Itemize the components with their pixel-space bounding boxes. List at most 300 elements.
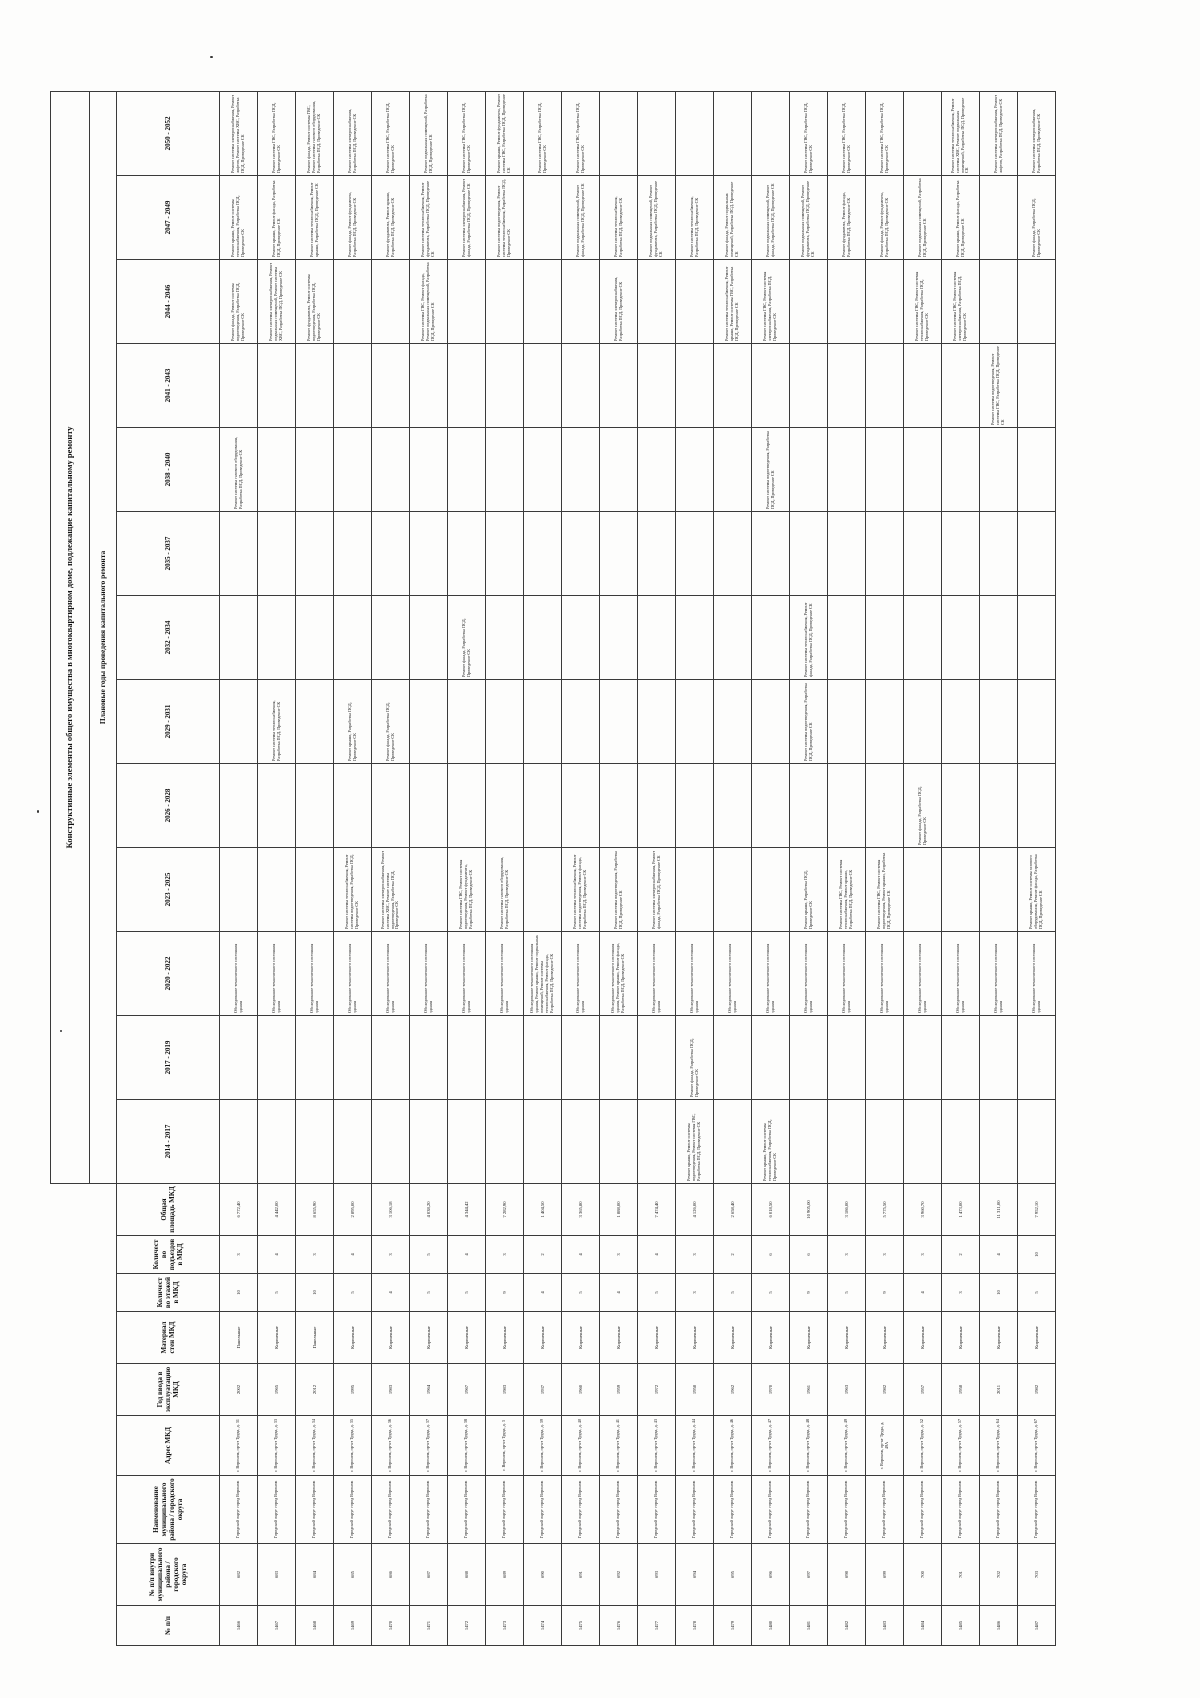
repair-cell — [904, 512, 942, 596]
repair-cell: Ремонт подвальных помещений, Ремонт фундамента, Разработка ПСД, Проведение СК — [638, 176, 676, 260]
address: г. Воронеж, пр-кт Труда, д. 39 — [524, 1416, 562, 1476]
repair-cell — [448, 680, 486, 764]
commission-year: 2002 — [220, 1364, 258, 1416]
repair-cell — [1018, 764, 1056, 848]
repair-cell — [334, 512, 372, 596]
district-name: Городской округ город Воронеж — [790, 1476, 828, 1544]
repair-cell — [638, 91, 676, 175]
floors-count: 5 — [334, 1274, 372, 1312]
repair-cell — [980, 680, 1018, 764]
repair-cell — [296, 344, 334, 428]
entrances-count: 3 — [676, 1236, 714, 1274]
repair-cell — [562, 512, 600, 596]
repair-cell: Ремонт системы водоотведения, Ремонт системы теплоснабжения, Разработка ПСД, Проведение СК — [486, 176, 524, 260]
row-local-number: 687 — [410, 1544, 448, 1606]
wall-material: Кирпичные — [942, 1312, 980, 1364]
repair-cell — [828, 596, 866, 680]
entrances-count: 3 — [296, 1236, 334, 1274]
column-header: № п/п внутри муниципального района / городского округа — [117, 1544, 220, 1606]
repair-cell: Ремонт системы электроснабжения, Разработка ПСД, Проведение СК — [600, 260, 638, 344]
total-area: 7 474,40 — [638, 1184, 676, 1236]
total-area: 3 365,80 — [562, 1184, 600, 1236]
entrances-count: 3 — [828, 1236, 866, 1274]
total-area: 2 895,00 — [334, 1184, 372, 1236]
repair-cell — [714, 1016, 752, 1100]
repair-cell — [334, 428, 372, 512]
address: г. Воронеж, пр-кт Труда, д. 47 — [752, 1416, 790, 1476]
address: г. Воронеж, пр-кт Труда, д. 37 — [410, 1416, 448, 1476]
repair-cell: Ремонт фасада, Разработка ПСД, Проведение СК — [676, 1016, 714, 1100]
column-header: Материал стен МКД — [117, 1312, 220, 1364]
repair-cell: Ремонт системы ГВС, Разработка ПСД, Проведение СК — [790, 91, 828, 175]
repair-cell — [714, 344, 752, 428]
repair-cell — [942, 1100, 980, 1184]
commission-year: 2011 — [980, 1364, 1018, 1416]
district-name: Городской округ город Воронеж — [334, 1476, 372, 1544]
address: г. Воронеж, пр-кт Труда, д. 40 — [562, 1416, 600, 1476]
floors-count: 4 — [904, 1274, 942, 1312]
repair-cell: Ремонт системы ГВС, Ремонт системы теплоснабжения, Разработка ПСД, Проведение СК — [904, 260, 942, 344]
repair-cell — [904, 1016, 942, 1100]
address: г. Воронеж, пр-кт Труда, д. 35 — [334, 1416, 372, 1476]
repair-cell — [904, 344, 942, 428]
row-number: 1472 — [448, 1606, 486, 1646]
commission-year: 1960 — [562, 1364, 600, 1416]
repair-cell: Ремонт крыши, Ремонт фасада, Разработка ПСД, Проведение СК — [942, 176, 980, 260]
repair-cell: Обследование технического состояния здания — [220, 932, 258, 1016]
period-header: 2041 - 2043 — [117, 344, 220, 428]
header-spacer — [51, 1184, 90, 1646]
repair-cell — [524, 344, 562, 428]
total-area: 1 473,00 — [942, 1184, 980, 1236]
column-header: Количество этажей в МКД — [117, 1274, 220, 1312]
repair-cell — [258, 1016, 296, 1100]
repair-cell — [714, 848, 752, 932]
repair-cell: Обследование технического состояния здания — [372, 932, 410, 1016]
district-name: Городской округ город Воронеж — [980, 1476, 1018, 1544]
commission-year: 1970 — [752, 1364, 790, 1416]
district-name: Городской округ город Воронеж — [296, 1476, 334, 1544]
repair-cell — [980, 596, 1018, 680]
repair-cell — [220, 344, 258, 428]
repair-cell — [790, 1016, 828, 1100]
repair-cell — [220, 1016, 258, 1100]
repair-cell: Ремонт системы теплоснабжения, Ремонт системы водоотведения, Ремонт фасада, Разработка ПСД, Проведение СК — [562, 848, 600, 932]
repair-cell — [524, 260, 562, 344]
repair-cell — [220, 512, 258, 596]
repair-cell — [334, 596, 372, 680]
repair-cell: Обследование технического состояния здания — [866, 932, 904, 1016]
repair-cell — [448, 428, 486, 512]
district-name: Городской округ город Воронеж — [410, 1476, 448, 1544]
wall-material: Кирпичные — [372, 1312, 410, 1364]
repair-cell — [562, 344, 600, 428]
wall-material: Кирпичные — [562, 1312, 600, 1364]
repair-cell — [258, 1100, 296, 1184]
row-number: 1487 — [1018, 1606, 1056, 1646]
floors-count: 5 — [638, 1274, 676, 1312]
repair-cell — [372, 1016, 410, 1100]
row-local-number: 691 — [562, 1544, 600, 1606]
repair-cell — [1018, 1100, 1056, 1184]
wall-material: Панельные — [220, 1312, 258, 1364]
repair-cell — [600, 764, 638, 848]
repair-cell — [562, 428, 600, 512]
address: г. Воронеж, пр-кт Труда, д. 49 — [828, 1416, 866, 1476]
wall-material: Кирпичные — [980, 1312, 1018, 1364]
row-number: 1483 — [866, 1606, 904, 1646]
repair-cell — [638, 344, 676, 428]
total-area: 2 658,40 — [714, 1184, 752, 1236]
scan-speck — [210, 56, 213, 58]
repair-cell — [258, 596, 296, 680]
entrances-count: 4 — [334, 1236, 372, 1274]
floors-count: 5 — [448, 1274, 486, 1312]
repair-cell: Ремонт системы ГВС, Ремонт системы электроснабжения, Разработка ПСД, Проведение СК — [942, 260, 980, 344]
total-area: 4 442,00 — [258, 1184, 296, 1236]
repair-cell — [220, 680, 258, 764]
repair-cell: Ремонт системы газового оборудования, Разработка ПСД, Проведение СК — [486, 848, 524, 932]
repair-cell — [410, 596, 448, 680]
repair-cell — [790, 428, 828, 512]
repair-cell: Обследование технического состояния здания — [1018, 932, 1056, 1016]
repair-cell — [980, 176, 1018, 260]
entrances-count: 4 — [448, 1236, 486, 1274]
commission-year: 1958 — [676, 1364, 714, 1416]
period-header: 2017 - 2019 — [117, 1016, 220, 1100]
repair-cell — [1018, 428, 1056, 512]
repair-cell — [410, 428, 448, 512]
floors-count: 10 — [220, 1274, 258, 1312]
repair-cell — [1018, 512, 1056, 596]
repair-cell: Ремонт системы теплоснабжения, Ремонт крыши, Ремонт системы ГВС, Разработка ПСД, Проведение СК — [714, 260, 752, 344]
repair-cell — [638, 596, 676, 680]
wall-material: Кирпичные — [828, 1312, 866, 1364]
repair-cell: Ремонт фундамента, Ремонт крыши, Разработка ПСД, Проведение СК — [372, 176, 410, 260]
total-area: 7 282,90 — [486, 1184, 524, 1236]
repair-cell: Ремонт фасада, Ремонт подвальных помещений, Разработка ПСД, Проведение СК — [714, 176, 752, 260]
repair-cell — [828, 764, 866, 848]
repair-cell: Ремонт фасада, Разработка ПСД, Проведение СК — [448, 596, 486, 680]
period-header: 2032 - 2034 — [117, 596, 220, 680]
row-number: 1478 — [676, 1606, 714, 1646]
repair-cell — [752, 680, 790, 764]
repair-cell: Обследование технического состояния здания — [486, 932, 524, 1016]
address: г. Воронеж, пр-кт Труда, д. 3 — [486, 1416, 524, 1476]
repair-cell: Ремонт системы ГВС, Ремонт фасада, Ремонт подвальных помещений, Разработка ПСД, Проведение СК — [410, 260, 448, 344]
repair-cell: Обследование технического состояния здания — [942, 932, 980, 1016]
repair-cell — [714, 596, 752, 680]
repair-cell — [942, 764, 980, 848]
repair-cell: Ремонт системы теплоснабжения, Разработка ПСД, Проведение СК — [258, 680, 296, 764]
entrances-count: 2 — [714, 1236, 752, 1274]
repair-cell: Ремонт крыши, Ремонт системы водоотведения, Ремонт системы ГВС, Разработка ПСД, Проведение СК — [676, 1100, 714, 1184]
repair-cell — [372, 260, 410, 344]
repair-cell: Ремонт системы ГВС, Ремонт системы водоотведения, Ремонт фундамента, Разработка ПСД, Проведение СК — [448, 848, 486, 932]
total-area: 5 775,50 — [866, 1184, 904, 1236]
commission-year: 1962 — [714, 1364, 752, 1416]
floors-count: 5 — [410, 1274, 448, 1312]
repair-cell — [448, 512, 486, 596]
repair-cell — [866, 1100, 904, 1184]
repair-cell — [942, 680, 980, 764]
table-row — [828, 91, 866, 1645]
repair-cell — [410, 764, 448, 848]
row-number: 1486 — [980, 1606, 1018, 1646]
district-name: Городской округ город Воронеж — [372, 1476, 410, 1544]
entrances-count: 3 — [486, 1236, 524, 1274]
wall-material: Кирпичные — [676, 1312, 714, 1364]
column-header: Адрес МКД — [117, 1416, 220, 1476]
repair-cell: Ремонт системы электроснабжения, Ремонт фасада, Разработка ПСД, Проведение СК — [448, 176, 486, 260]
table-title: Конструктивные элементы общего имущества в многоквартирном доме, подлежащие капитальному ремонту — [51, 91, 90, 1183]
row-number: 1475 — [562, 1606, 600, 1646]
floors-count: 3 — [676, 1274, 714, 1312]
repair-cell — [790, 344, 828, 428]
address: г. Воронеж, пр-кт Труда, д. 38 — [448, 1416, 486, 1476]
repair-cell — [486, 1016, 524, 1100]
repair-cell — [942, 428, 980, 512]
wall-material: Кирпичные — [638, 1312, 676, 1364]
repair-cell — [296, 596, 334, 680]
period-header: 2035 - 2037 — [117, 512, 220, 596]
floors-count: 9 — [790, 1274, 828, 1312]
row-local-number: 698 — [828, 1544, 866, 1606]
repair-cell: Ремонт системы ГВС, Разработка ПСД, Проведение СК — [828, 91, 866, 175]
repair-cell — [638, 260, 676, 344]
repair-cell — [714, 764, 752, 848]
row-local-number: 686 — [372, 1544, 410, 1606]
address: г. Воронеж, пр-кт Труда, д. 49А — [866, 1416, 904, 1476]
repair-cell — [448, 1016, 486, 1100]
district-name: Городской округ город Воронеж — [866, 1476, 904, 1544]
entrances-count: 3 — [904, 1236, 942, 1274]
table-row — [486, 91, 524, 1645]
column-header-row — [117, 91, 220, 1645]
commission-year: 1937 — [524, 1364, 562, 1416]
period-header: 2023 - 2025 — [117, 848, 220, 932]
repair-cell: Ремонт крыши, Ремонт системы газового оборудования, Ремонт фасада, Разработка ПСД, Проведение СК — [1018, 848, 1056, 932]
repair-cell — [562, 680, 600, 764]
row-local-number: 701 — [942, 1544, 980, 1606]
repair-cell — [600, 596, 638, 680]
table-row — [790, 91, 828, 1645]
repair-cell — [334, 260, 372, 344]
commission-year: 1959 — [600, 1364, 638, 1416]
row-number: 1468 — [296, 1606, 334, 1646]
address: г. Воронеж, пр-кт Труда, д. 52 — [904, 1416, 942, 1476]
repair-cell: Ремонт фасада, Разработка ПСД, Проведение СК — [1018, 176, 1056, 260]
row-local-number: 695 — [714, 1544, 752, 1606]
entrances-count: 5 — [410, 1236, 448, 1274]
repair-cell: Ремонт крыши, Ремонт системы теплоснабжения, Разработка ПСД, Проведение СК — [220, 176, 258, 260]
repair-cell — [980, 512, 1018, 596]
address: г. Воронеж, пр-кт Труда, д. 64 — [980, 1416, 1018, 1476]
commission-year: 1964 — [410, 1364, 448, 1416]
repair-cell — [296, 428, 334, 512]
row-local-number: 692 — [600, 1544, 638, 1606]
repair-cell — [258, 764, 296, 848]
table-row — [258, 91, 296, 1645]
row-number: 1469 — [334, 1606, 372, 1646]
table-row — [410, 91, 448, 1645]
repair-cell — [562, 764, 600, 848]
repair-cell — [638, 680, 676, 764]
repair-cell — [980, 1016, 1018, 1100]
repair-cell — [676, 680, 714, 764]
repair-cell — [1018, 1016, 1056, 1100]
district-name: Городской округ город Воронеж — [1018, 1476, 1056, 1544]
address: г. Воронеж, пр-кт Труда, д. 43 — [638, 1416, 676, 1476]
commission-year: 1957 — [904, 1364, 942, 1416]
floors-count: 10 — [296, 1274, 334, 1312]
wall-material: Кирпичные — [410, 1312, 448, 1364]
repair-cell: Ремонт системы электроснабжения, Ремонт системы ХВС, Ремонт системы водоотведения, Разработка ПСД, Проведение СК — [372, 848, 410, 932]
wall-material: Кирпичные — [904, 1312, 942, 1364]
repair-cell — [334, 764, 372, 848]
repair-cell: Обследование технического состояния здания — [448, 932, 486, 1016]
district-name: Городской округ город Воронеж — [562, 1476, 600, 1544]
repair-cell — [372, 428, 410, 512]
row-number: 1467 — [258, 1606, 296, 1646]
repair-cell: Ремонт фасада, Ремонт фундамента, Разработка ПСД, Проведение СК — [334, 176, 372, 260]
repair-cell — [714, 91, 752, 175]
address: г. Воронеж, пр-кт Труда, д. 33 — [258, 1416, 296, 1476]
total-area: 4 038,20 — [410, 1184, 448, 1236]
row-number: 1485 — [942, 1606, 980, 1646]
repair-cell — [828, 680, 866, 764]
repair-cell: Обследование технического состояния здания, Ремонт крыши, Ремонт фасада, Разработка ПСД, Проведение СК — [600, 932, 638, 1016]
row-number: 1482 — [828, 1606, 866, 1646]
district-name: Городской округ город Воронеж — [638, 1476, 676, 1544]
row-local-number: 682 — [220, 1544, 258, 1606]
repair-cell — [866, 680, 904, 764]
repair-cell — [410, 848, 448, 932]
table-row — [638, 91, 676, 1645]
repair-cell: Обследование технического состояния здания — [828, 932, 866, 1016]
repair-cell — [296, 764, 334, 848]
repair-cell: Ремонт фундамента, Ремонт системы водоотведения, Разработка ПСД, Проведение СК — [296, 260, 334, 344]
repair-cell — [486, 1100, 524, 1184]
repair-cell — [828, 512, 866, 596]
period-header: 2050 - 2052 — [117, 91, 220, 175]
total-area: 4 126,00 — [676, 1184, 714, 1236]
rotated-page — [0, 94, 1043, 1698]
repair-cell: Ремонт фасада, Ремонт фундамента, Разработка ПСД, Проведение СК — [866, 176, 904, 260]
repair-cell — [828, 260, 866, 344]
repair-cell — [524, 176, 562, 260]
repair-cell — [524, 428, 562, 512]
repair-cell — [486, 344, 524, 428]
repair-cell: Ремонт системы газового оборудования, Разработка ПСД, Проведение СК — [220, 428, 258, 512]
table-row — [562, 91, 600, 1645]
entrances-count: 2 — [942, 1236, 980, 1274]
repair-cell — [1018, 596, 1056, 680]
commission-year: 1967 — [448, 1364, 486, 1416]
repair-cell: Ремонт системы теплоснабжения, Разработка ПСД, Проведение СК — [600, 176, 638, 260]
repair-cell: Ремонт фасада, Разработка ПСД, Проведение СК — [904, 764, 942, 848]
address: г. Воронеж, пр-кт Труда, д. 36 — [372, 1416, 410, 1476]
repair-cell: Обследование технического состояния здания — [714, 932, 752, 1016]
wall-material: Кирпичные — [714, 1312, 752, 1364]
commission-year: 1983 — [372, 1364, 410, 1416]
row-local-number: 688 — [448, 1544, 486, 1606]
entrances-count: 3 — [866, 1236, 904, 1274]
repair-cell — [220, 848, 258, 932]
wall-material: Кирпичные — [866, 1312, 904, 1364]
repair-cell: Обследование технического состояния здания — [410, 932, 448, 1016]
wall-material: Кирпичные — [486, 1312, 524, 1364]
repair-cell: Ремонт системы ГВС, Разработка ПСД, Проведение СК — [524, 91, 562, 175]
repair-cell: Ремонт подвальных помещений, Разработка ПСД, Проведение СК — [410, 91, 448, 175]
wall-material: Кирпичные — [1018, 1312, 1056, 1364]
district-name: Городской округ город Воронеж — [904, 1476, 942, 1544]
row-local-number: 699 — [866, 1544, 904, 1606]
wall-material: Кирпичные — [524, 1312, 562, 1364]
repair-cell: Ремонт фасада, Разработка ПСД, Проведение СК — [372, 680, 410, 764]
address: г. Воронеж, пр-кт Труда, д. 44 — [676, 1416, 714, 1476]
table-row — [866, 91, 904, 1645]
floors-count: 10 — [980, 1274, 1018, 1312]
repair-cell — [562, 1016, 600, 1100]
commission-year: 1963 — [828, 1364, 866, 1416]
repair-cell — [296, 848, 334, 932]
repair-cell — [524, 848, 562, 932]
address: г. Воронеж, пр-кт Труда, д. 46 — [714, 1416, 752, 1476]
repair-cell: Ремонт системы электроснабжения, Ремонт лифтов, Ремонт системы ХВС, Разработка ПСД, Проведение СК — [220, 91, 258, 175]
wall-material: Кирпичные — [334, 1312, 372, 1364]
repair-cell — [980, 764, 1018, 848]
floors-count: 9 — [866, 1274, 904, 1312]
row-number: 1477 — [638, 1606, 676, 1646]
repair-cell — [790, 512, 828, 596]
district-name: Городской округ город Воронеж — [258, 1476, 296, 1544]
repair-cell: Обследование технического состояния здания — [980, 932, 1018, 1016]
row-local-number: 700 — [904, 1544, 942, 1606]
repair-cell — [828, 428, 866, 512]
district-name: Городской округ город Воронеж — [448, 1476, 486, 1544]
district-name: Городской округ город Воронеж — [486, 1476, 524, 1544]
repair-cell: Ремонт системы водоотведения, Разработка ПСД, Проведение СК — [600, 848, 638, 932]
repair-cell — [410, 512, 448, 596]
repair-cell — [714, 428, 752, 512]
repair-cell — [258, 512, 296, 596]
commission-year: 1961 — [790, 1364, 828, 1416]
column-header: № п/п — [117, 1606, 220, 1646]
repair-cell — [410, 680, 448, 764]
entrances-count: 4 — [980, 1236, 1018, 1274]
total-area: 6 018,50 — [752, 1184, 790, 1236]
entrances-count: 6 — [752, 1236, 790, 1274]
repair-cell: Ремонт крыши, Ремонт фасада, Разработка ПСД, Проведение СК — [258, 176, 296, 260]
repair-cell — [676, 344, 714, 428]
repair-cell: Ремонт фасада, Ремонт системы ГВС, Ремонт системы газового оборудования, Разработка ПСД, Проведение СК — [296, 91, 334, 175]
entrances-count: 10 — [1018, 1236, 1056, 1274]
repair-cell — [296, 680, 334, 764]
repair-cell — [448, 764, 486, 848]
repair-cell — [752, 764, 790, 848]
repair-cell — [600, 680, 638, 764]
table-row — [372, 91, 410, 1645]
column-header: Наименование муниципального района / городского округа — [117, 1476, 220, 1544]
repair-cell — [866, 260, 904, 344]
column-header: Количество подъездов в МКД — [117, 1236, 220, 1274]
district-name: Городской округ город Воронеж — [942, 1476, 980, 1544]
floors-count: 4 — [600, 1274, 638, 1312]
repair-cell — [410, 1100, 448, 1184]
repair-cell: Обследование технического состояния здания, Ремонт крыши, Ремонт подвальных помещений, Ремонт системы теплоснабжения, Ремонт фасада, Разработка ПСД, Проведение СК — [524, 932, 562, 1016]
district-name: Городской округ город Воронеж — [714, 1476, 752, 1544]
